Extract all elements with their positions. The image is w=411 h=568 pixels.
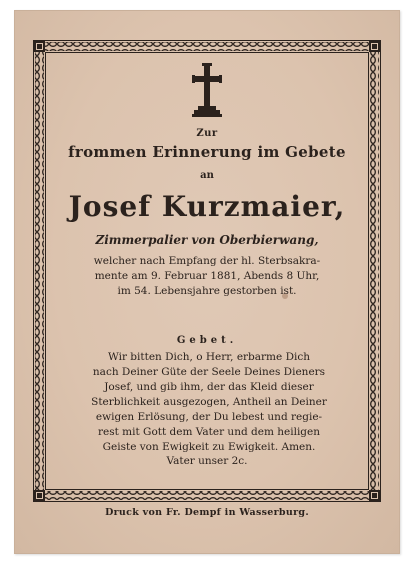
heading-zur: Zur <box>196 128 218 139</box>
prayer-line: nach Deiner Güte der Seele Deines Dieners <box>92 366 326 378</box>
prayer-line: Josef, und gib ihm, der das Kleid dieser <box>104 381 314 393</box>
deceased-occupation: Zimmerpalier von Oberbierwang, <box>95 233 319 247</box>
deceased-name: Josef Kurzmaier, <box>68 190 346 223</box>
prayer-text <box>78 350 340 455</box>
prayer-line: Geiste von Ewigkeit zu Ewigkeit. Amen. <box>102 441 316 453</box>
details-line: mente am 9. Februar 1881, Abends 8 Uhr, <box>94 270 320 282</box>
prayer-line: Sterblichkeit ausgezogen, Antheil an Deiner <box>91 396 327 408</box>
heading-an: an <box>200 170 214 181</box>
printer-credit: Druck von Fr. Dempf in Wasserburg. <box>105 507 309 518</box>
prayer-line: ewigen Erlösung, der Du lebest und regie- <box>95 411 323 423</box>
heading-line: frommen Erinnerung im Gebete <box>68 143 346 161</box>
details-line: welcher nach Empfang der hl. Sterbsakra- <box>93 255 321 267</box>
closing-line: Vater unser 2c. <box>166 455 248 467</box>
details-line: im 54. Lebensjahre gestorben ist. <box>117 285 297 297</box>
cross-icon <box>190 62 224 118</box>
prayer-line: Wir bitten Dich, o Herr, erbarme Dich <box>107 351 310 363</box>
death-details <box>50 254 364 299</box>
prayer-line: rest mit Gott dem Vater und dem heiligen <box>98 426 320 438</box>
prayer-title: Gebet. <box>176 335 238 346</box>
